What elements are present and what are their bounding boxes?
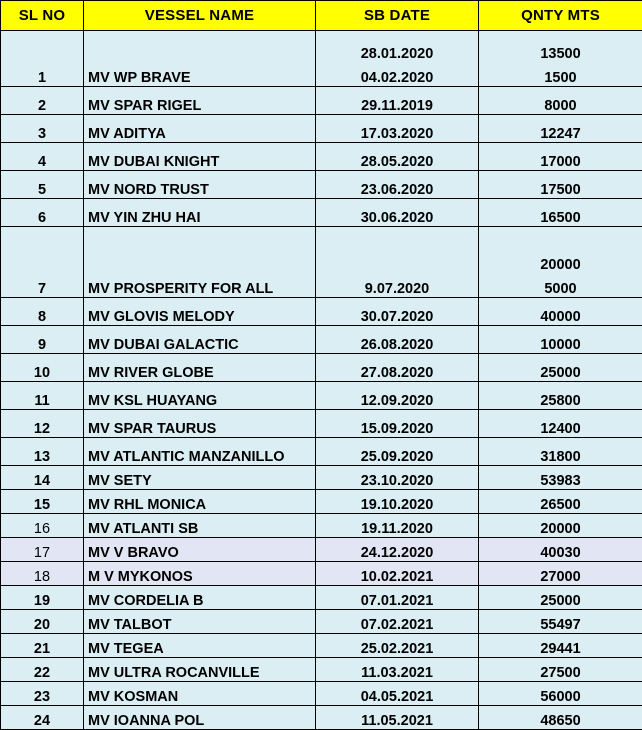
vessel-name-cell[interactable]: MV ATLANTI SB <box>84 514 316 538</box>
sb-date-cell[interactable] <box>316 31 479 87</box>
table-row <box>1 87 642 115</box>
table-row <box>1 514 642 538</box>
sl-no-cell[interactable]: 4 <box>1 143 84 171</box>
qnty-cell[interactable]: 27500 <box>479 658 642 682</box>
table-row <box>1 658 642 682</box>
table-row <box>1 634 642 658</box>
sl-no-cell[interactable]: 14 <box>1 466 84 490</box>
sb-date-cell[interactable]: 26.08.2020 <box>316 326 479 354</box>
sl-no-cell[interactable]: 12 <box>1 410 84 438</box>
qnty-line: 20000 <box>483 257 638 273</box>
sb-date-cell[interactable]: 28.05.2020 <box>316 143 479 171</box>
vessel-name-cell[interactable]: MV SPAR TAURUS <box>84 410 316 438</box>
qnty-cell[interactable] <box>479 31 642 87</box>
table-row <box>1 298 642 326</box>
table-row <box>1 326 642 354</box>
table-row <box>1 706 642 730</box>
table-row <box>1 143 642 171</box>
vessel-name-cell[interactable]: MV RHL MONICA <box>84 490 316 514</box>
sb-date-cell[interactable]: 07.02.2021 <box>316 610 479 634</box>
sl-no-cell[interactable]: 9 <box>1 326 84 354</box>
qnty-cell[interactable]: 20000 <box>479 514 642 538</box>
sl-no-cell[interactable]: 15 <box>1 490 84 514</box>
sb-date-cell[interactable]: 29.11.2019 <box>316 87 479 115</box>
table-row <box>1 199 642 227</box>
qnty-line: 1500 <box>483 70 638 86</box>
sl-no-cell[interactable]: 11 <box>1 382 84 410</box>
sb-date-cell[interactable]: 11.03.2021 <box>316 658 479 682</box>
sl-no-cell[interactable]: 18 <box>1 562 84 586</box>
sb-date-cell[interactable]: 12.09.2020 <box>316 382 479 410</box>
table-row <box>1 562 642 586</box>
qnty-cell[interactable]: 31800 <box>479 438 642 466</box>
sb-date-cell[interactable]: 25.09.2020 <box>316 438 479 466</box>
table-row <box>1 171 642 199</box>
vessel-name-cell[interactable]: MV KOSMAN <box>84 682 316 706</box>
header-sl-no[interactable]: SL NO <box>1 1 84 31</box>
sl-no-cell[interactable]: 8 <box>1 298 84 326</box>
sb-date-cell[interactable]: 04.05.2021 <box>316 682 479 706</box>
sb-date-line: 28.01.2020 <box>320 46 474 62</box>
vessel-name-cell[interactable]: MV ATLANTIC MANZANILLO <box>84 438 316 466</box>
sl-no-cell[interactable]: 16 <box>1 514 84 538</box>
sb-date-cell[interactable]: 30.06.2020 <box>316 199 479 227</box>
vessel-name-cell[interactable]: MV SPAR RIGEL <box>84 87 316 115</box>
table-row <box>1 354 642 382</box>
qnty-cell[interactable]: 12247 <box>479 115 642 143</box>
sb-date-cell[interactable]: 17.03.2020 <box>316 115 479 143</box>
qnty-cell[interactable] <box>479 227 642 298</box>
vessel-name-cell[interactable]: MV KSL HUAYANG <box>84 382 316 410</box>
qnty-line: 5000 <box>483 281 638 297</box>
vessel-name-cell[interactable]: MV WP BRAVE <box>84 31 316 87</box>
sl-no-cell[interactable]: 20 <box>1 610 84 634</box>
vessel-name-cell[interactable]: MV IOANNA POL <box>84 706 316 730</box>
qnty-cell[interactable]: 25800 <box>479 382 642 410</box>
qnty-cell[interactable]: 53983 <box>479 466 642 490</box>
table-row <box>1 382 642 410</box>
qnty-cell[interactable]: 12400 <box>479 410 642 438</box>
header-sb-date[interactable]: SB DATE <box>316 1 479 31</box>
sb-date-cell[interactable]: 11.05.2021 <box>316 706 479 730</box>
sb-date-cell[interactable]: 15.09.2020 <box>316 410 479 438</box>
sb-date-cell[interactable]: 25.02.2021 <box>316 634 479 658</box>
vessel-name-cell[interactable]: MV YIN ZHU HAI <box>84 199 316 227</box>
vessel-name-cell[interactable]: MV NORD TRUST <box>84 171 316 199</box>
sl-no-cell[interactable]: 5 <box>1 171 84 199</box>
sl-no-cell[interactable]: 7 <box>1 227 84 298</box>
vessel-name-cell[interactable]: M V MYKONOS <box>84 562 316 586</box>
qnty-cell[interactable]: 16500 <box>479 199 642 227</box>
sb-date-cell[interactable]: 10.02.2021 <box>316 562 479 586</box>
table-row <box>1 682 642 706</box>
header-vessel-name[interactable]: VESSEL NAME <box>84 1 316 31</box>
qnty-cell[interactable]: 17000 <box>479 143 642 171</box>
table-row <box>1 586 642 610</box>
sb-date-cell[interactable]: 9.07.2020 <box>316 227 479 298</box>
sl-no-cell[interactable]: 6 <box>1 199 84 227</box>
vessel-name-cell[interactable]: MV ADITYA <box>84 115 316 143</box>
qnty-cell[interactable]: 26500 <box>479 490 642 514</box>
sb-date-cell[interactable]: 27.08.2020 <box>316 354 479 382</box>
sl-no-cell[interactable]: 19 <box>1 586 84 610</box>
sb-date-cell[interactable]: 23.06.2020 <box>316 171 479 199</box>
qnty-cell[interactable]: 48650 <box>479 706 642 730</box>
sb-date-cell[interactable]: 24.12.2020 <box>316 538 479 562</box>
sl-no-cell[interactable]: 10 <box>1 354 84 382</box>
vessel-name-cell[interactable]: MV TALBOT <box>84 610 316 634</box>
qnty-cell[interactable]: 27000 <box>479 562 642 586</box>
qnty-cell[interactable]: 25000 <box>479 586 642 610</box>
sb-date-cell[interactable]: 19.11.2020 <box>316 514 479 538</box>
vessel-name-cell[interactable]: MV RIVER GLOBE <box>84 354 316 382</box>
sl-no-cell[interactable]: 3 <box>1 115 84 143</box>
qnty-line: 13500 <box>483 46 638 62</box>
vessel-name-cell[interactable]: MV DUBAI KNIGHT <box>84 143 316 171</box>
qnty-cell[interactable]: 55497 <box>479 610 642 634</box>
sb-date-cell[interactable]: 23.10.2020 <box>316 466 479 490</box>
table-row <box>1 610 642 634</box>
table-row <box>1 438 642 466</box>
qnty-cell[interactable]: 8000 <box>479 87 642 115</box>
table-row <box>1 490 642 514</box>
qnty-cell[interactable]: 40000 <box>479 298 642 326</box>
vessel-name-cell[interactable]: MV CORDELIA B <box>84 586 316 610</box>
sb-date-cell[interactable]: 30.07.2020 <box>316 298 479 326</box>
vessel-name-cell[interactable]: MV TEGEA <box>84 634 316 658</box>
sl-no-cell[interactable]: 1 <box>1 31 84 87</box>
vessel-name-cell[interactable]: MV GLOVIS MELODY <box>84 298 316 326</box>
sb-date-cell[interactable]: 07.01.2021 <box>316 586 479 610</box>
table-row <box>1 466 642 490</box>
vessel-name-cell[interactable]: MV SETY <box>84 466 316 490</box>
vessel-name-cell[interactable]: MV PROSPERITY FOR ALL <box>84 227 316 298</box>
sb-date-cell[interactable]: 19.10.2020 <box>316 490 479 514</box>
sl-no-cell[interactable]: 17 <box>1 538 84 562</box>
vessel-name-cell[interactable]: MV ULTRA ROCANVILLE <box>84 658 316 682</box>
qnty-cell[interactable]: 29441 <box>479 634 642 658</box>
table-row <box>1 115 642 143</box>
vessel-name-cell[interactable]: MV DUBAI GALACTIC <box>84 326 316 354</box>
sb-date-line: 04.02.2020 <box>320 70 474 86</box>
table-row <box>1 31 642 87</box>
table-row <box>1 538 642 562</box>
sl-no-cell[interactable]: 21 <box>1 634 84 658</box>
sl-no-cell[interactable]: 2 <box>1 87 84 115</box>
header-qnty-mts[interactable]: QNTY MTS <box>479 1 642 31</box>
qnty-cell[interactable]: 25000 <box>479 354 642 382</box>
sl-no-cell[interactable]: 22 <box>1 658 84 682</box>
qnty-cell[interactable]: 10000 <box>479 326 642 354</box>
table-row <box>1 410 642 438</box>
qnty-cell[interactable]: 17500 <box>479 171 642 199</box>
header-row <box>1 1 642 31</box>
sl-no-cell[interactable]: 13 <box>1 438 84 466</box>
sl-no-cell[interactable]: 23 <box>1 682 84 706</box>
qnty-cell[interactable]: 40030 <box>479 538 642 562</box>
table-row <box>1 227 642 298</box>
vessel-name-cell[interactable]: MV V BRAVO <box>84 538 316 562</box>
sl-no-cell[interactable]: 24 <box>1 706 84 730</box>
qnty-cell[interactable]: 56000 <box>479 682 642 706</box>
